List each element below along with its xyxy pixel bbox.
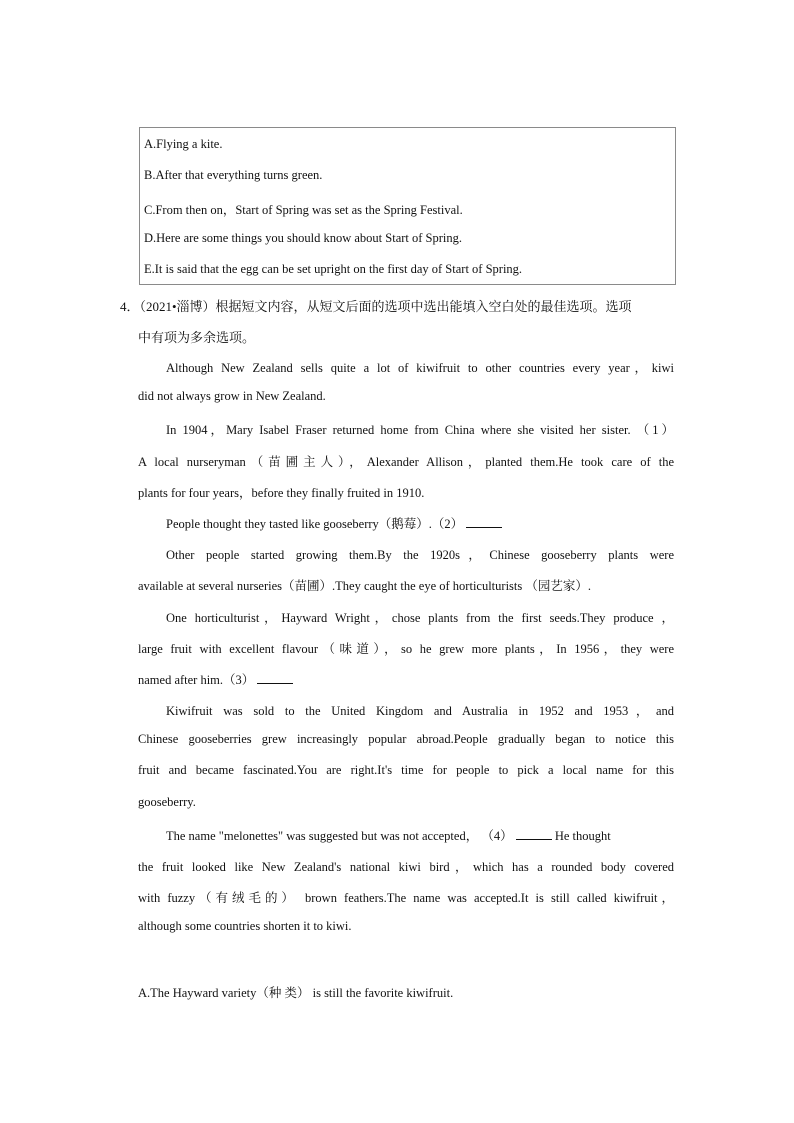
paragraph-line: with fuzzy（有绒毛的） brown feathers.The name was accepted.It is still called kiwifruit， <box>138 891 674 905</box>
paragraph-line <box>166 826 674 844</box>
option-a: A.Flying a kite. <box>144 137 223 151</box>
option-e: E.It is said that the egg can be set upright on the first day of Start of Spring. <box>144 262 523 276</box>
paragraph-line: Chinese gooseberries grew increasingly popular abroad.People gradually began to notice this <box>138 732 674 746</box>
paragraph-text: The name "melonettes" was suggested but was not accepted， （4） <box>166 829 513 843</box>
paragraph-line: One horticulturist，Hayward Wright，chose plants from the first seeds.They produce ， <box>166 611 674 625</box>
paragraph-text: He thought <box>554 829 611 843</box>
answer-blank-2 <box>466 515 502 528</box>
paragraph-line: Other people started growing them.By the 1920s，Chinese gooseberry plants were <box>166 548 674 562</box>
option-b: B.After that everything turns green. <box>144 168 323 182</box>
paragraph-line: large fruit with excellent flavour（味道），so he grew more plants，In 1956，they were <box>138 642 674 656</box>
paragraph-line: plants for four years，before they finally fruited in 1910. <box>138 486 425 500</box>
paragraph-line: although some countries shorten it to kiwi. <box>138 919 352 933</box>
answer-blank-3 <box>257 671 293 684</box>
paragraph-line: fruit and became fascinated.You are right.It's time for people to pick a local name for this <box>138 763 674 777</box>
paragraph-line: did not always grow in New Zealand. <box>138 389 326 403</box>
question-heading-cont: 中有项为多余选项。 <box>138 330 256 345</box>
paragraph-line: Kiwifruit was sold to the United Kingdom and Australia in 1952 and 1953，and <box>166 704 674 718</box>
paragraph-line: In 1904，Mary Isabel Fraser returned home from China where she visited her sister. （1） <box>166 423 674 437</box>
paragraph-line <box>166 514 674 532</box>
paragraph-text: named after him.（3） <box>138 673 255 687</box>
paragraph-line: A local nurseryman（苗圃主人），Alexander Allison，planted them.He took care of the <box>138 455 674 469</box>
answer-blank-4 <box>516 827 552 840</box>
question-heading: 4．（2021•淄博）根据短文内容，从短文后面的选项中选出能填入空白处的最佳选项。选项 <box>120 299 632 314</box>
option-c: C.From then on，Start of Spring was set as the Spring Festival. <box>144 203 463 217</box>
paragraph-text: People thought they tasted like gooseberry（鹅莓）.（2） <box>166 517 464 531</box>
paragraph-line: Although New Zealand sells quite a lot of kiwifruit to other countries every year，kiwi <box>166 361 674 375</box>
paragraph-line <box>138 670 674 688</box>
paragraph-line: gooseberry. <box>138 795 196 809</box>
option-bottom-a: A.The Hayward variety（种 类） is still the favorite kiwifruit. <box>138 986 454 1000</box>
paragraph-line: the fruit looked like New Zealand's national kiwi bird，which has a rounded body covered <box>138 860 674 874</box>
paragraph-line: available at several nurseries（苗圃）.They caught the eye of horticulturists （园艺家）. <box>138 579 591 593</box>
option-d: D.Here are some things you should know about Start of Spring. <box>144 231 463 245</box>
